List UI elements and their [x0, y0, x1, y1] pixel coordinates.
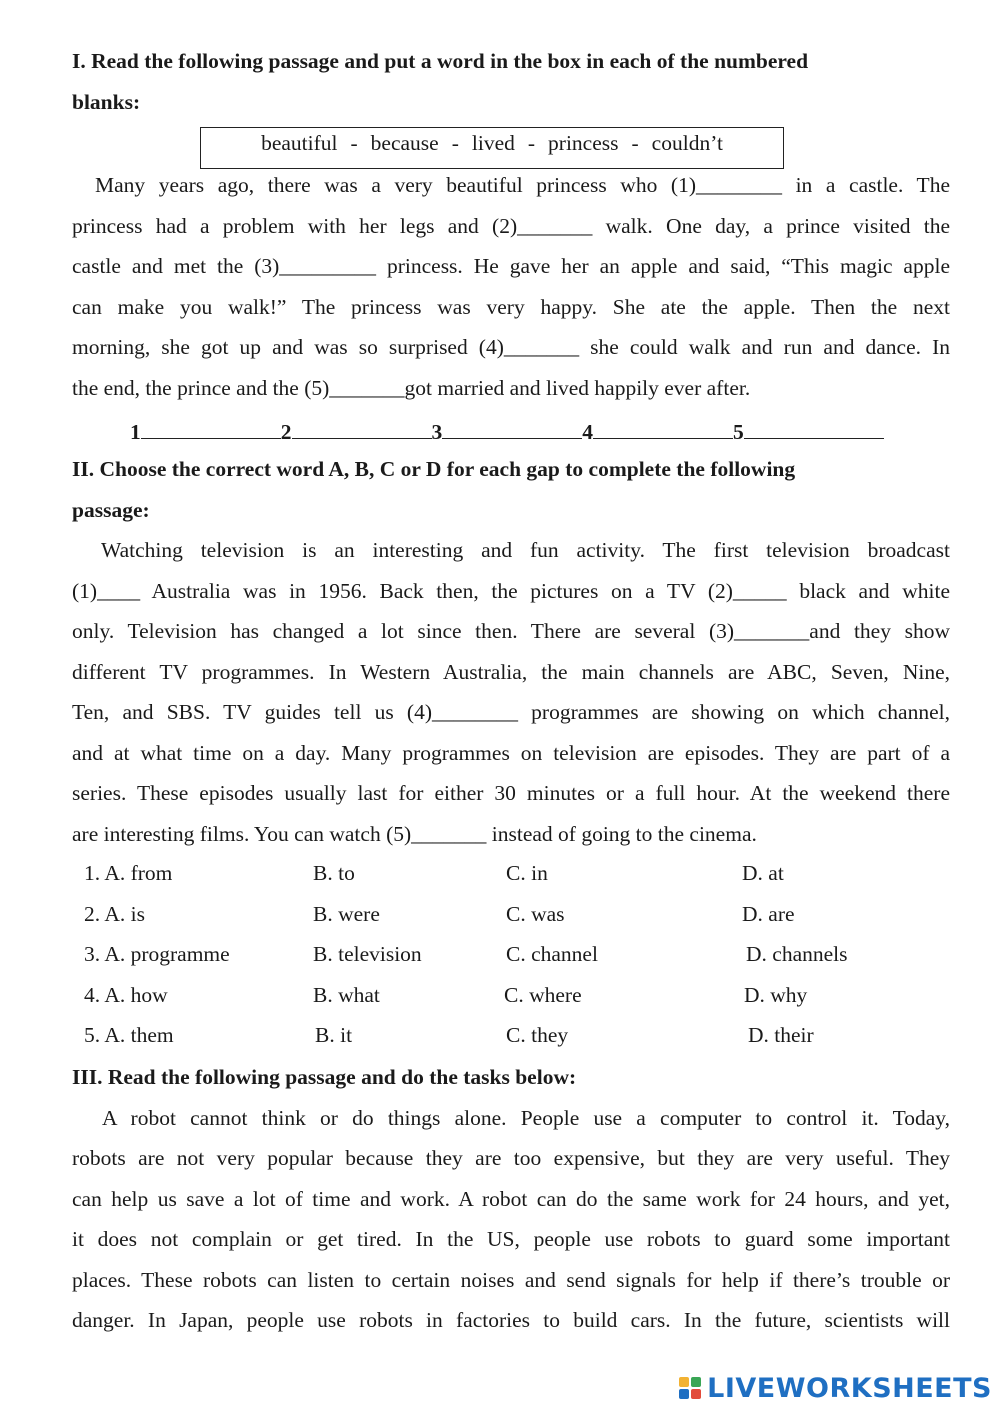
word-separator: - [527, 131, 536, 155]
option-b[interactable]: B. to [313, 861, 355, 885]
word-separator: - [350, 131, 358, 155]
passage2-line: Watching television is an interesting and fun activity. The first television broadcast [101, 538, 950, 562]
question-row [84, 983, 950, 1009]
liveworksheets-logo-text: LIVEWORKSHEETS [707, 1372, 992, 1404]
option-d[interactable]: D. their [748, 1023, 814, 1047]
option-a[interactable]: 2. A. is [84, 902, 145, 926]
word-separator: - [451, 131, 459, 155]
question-row [84, 942, 950, 968]
answer-number: 5 [733, 420, 744, 444]
option-c[interactable]: C. they [506, 1023, 569, 1047]
answer-number: 3 [431, 420, 443, 444]
passage2-line: Ten, and SBS. TV guides tell us (4)________ programmes are showing on which channel, [72, 700, 950, 724]
option-d[interactable]: D. channels [746, 942, 848, 966]
liveworksheets-logo [679, 1371, 992, 1405]
answer-blank-5[interactable] [744, 418, 884, 439]
word-box-item: beautiful [261, 131, 338, 155]
option-c[interactable]: C. in [506, 861, 548, 885]
section1-heading-cont: blanks: [72, 90, 141, 114]
answer-number: 2 [280, 420, 292, 444]
passage3-line: A robot cannot think or do things alone. People use a computer to control it. Today, [102, 1106, 950, 1130]
option-c[interactable]: C. where [504, 983, 582, 1007]
word-box-item: princess [548, 131, 619, 155]
option-a[interactable]: 1. A. from [84, 861, 173, 885]
answer-blank-4[interactable] [593, 418, 733, 439]
passage2-line: series. These episodes usually last for either 30 minutes or a full hour. At the weekend there [72, 781, 950, 805]
passage2-line: only. Television has changed a lot since then. There are several (3)_______and they show [72, 619, 950, 643]
passage3-line: it does not complain or get tired. In the US, people use robots to guard some important [72, 1227, 950, 1251]
passage2-line: (1)____ Australia was in 1956. Back then, the pictures on a TV (2)_____ black and white [72, 579, 950, 603]
answer-blank-3[interactable] [442, 418, 582, 439]
passage3-line: danger. In Japan, people use robots in factories to build cars. In the future, scientists will [72, 1308, 950, 1332]
passage2-line: are interesting films. You can watch (5)_______ instead of going to the cinema. [72, 822, 757, 846]
option-c[interactable]: C. was [506, 902, 565, 926]
option-b[interactable]: B. television [313, 942, 422, 966]
option-b[interactable]: B. it [315, 1023, 353, 1047]
question-row [84, 861, 950, 887]
option-c[interactable]: C. channel [506, 942, 598, 966]
passage1-line: Many years ago, there was a very beautiful princess who (1)________ in a castle. The [95, 173, 950, 197]
passage3-line: can help us save a lot of time and work. A robot can do the same work for 24 hours, and yet, [72, 1187, 950, 1211]
section1-heading: I. Read the following passage and put a word in the box in each of the numbered [72, 49, 809, 73]
word-box-item: couldn’t [651, 131, 723, 155]
answer-blank-2[interactable] [292, 418, 432, 439]
passage3-line: robots are not very popular because they are too expensive, but they are very useful. They [72, 1146, 950, 1170]
question-row [84, 1023, 950, 1049]
option-a[interactable]: 4. A. how [84, 983, 168, 1007]
section2-heading-cont: passage: [72, 498, 150, 522]
word-separator: - [631, 131, 639, 155]
answer-blank-1[interactable] [141, 418, 281, 439]
option-d[interactable]: D. why [744, 983, 808, 1007]
passage1-line: morning, she got up and was so surprised (4)_______ she could walk and run and dance. In [72, 335, 950, 359]
word-box-item: lived [471, 131, 515, 155]
liveworksheets-logo-icon [679, 1377, 701, 1399]
word-box [200, 127, 784, 169]
word-box-item: because [370, 131, 439, 155]
passage3-line: places. These robots can listen to certain noises and send signals for help if there’s trouble or [72, 1268, 950, 1292]
option-b[interactable]: B. were [313, 902, 380, 926]
option-d[interactable]: D. at [742, 861, 784, 885]
answer-number: 1 [130, 420, 141, 444]
answer-blanks [130, 418, 884, 445]
passage1-line: can make you walk!” The princess was very happy. She ate the apple. Then the next [72, 295, 950, 319]
passage2-line: and at what time on a day. Many programmes on television are episodes. They are part of a [72, 741, 950, 765]
section3-heading: III. Read the following passage and do the tasks below: [72, 1065, 577, 1089]
option-d[interactable]: D. are [742, 902, 795, 926]
option-a[interactable]: 3. A. programme [84, 942, 230, 966]
option-b[interactable]: B. what [313, 983, 380, 1007]
passage2-line: different TV programmes. In Western Australia, the main channels are ABC, Seven, Nine, [72, 660, 950, 684]
passage1-line: the end, the prince and the (5)_______got married and lived happily ever after. [72, 376, 751, 400]
answer-number: 4 [582, 420, 593, 444]
question-row [84, 902, 950, 928]
passage1-line: castle and met the (3)_________ princess. He gave her an apple and said, “This magic apple [72, 254, 950, 278]
option-a[interactable]: 5. A. them [84, 1023, 174, 1047]
passage1-line: princess had a problem with her legs and (2)_______ walk. One day, a prince visited the [72, 214, 950, 238]
section2-heading: II. Choose the correct word A, B, C or D for each gap to complete the following [72, 457, 796, 481]
